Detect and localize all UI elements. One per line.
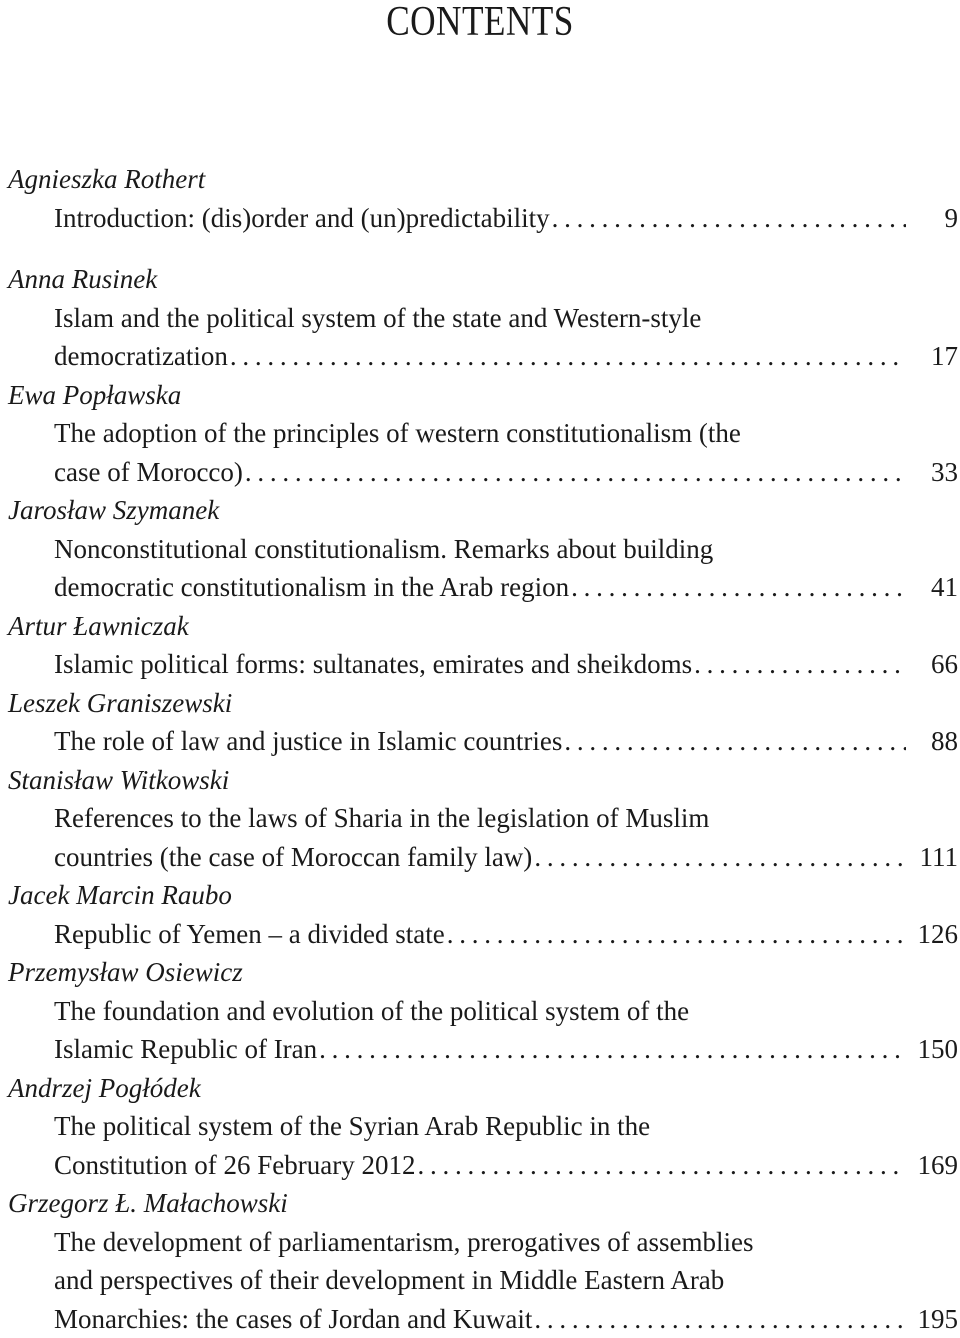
entry-page-number: 66 [906,645,958,684]
entry-page-number: 41 [906,568,958,607]
page-title: CONTENTS [77,0,883,44]
dot-leader [243,453,906,492]
dot-leader [317,1030,906,1069]
entry-page-number: 150 [906,1030,958,1069]
entry-author: Andrzej Pogłódek [0,1069,960,1108]
dot-leader [228,337,906,376]
entry-title: The role of law and justice in Islamic countries [54,722,562,761]
entry-title-line[interactable] [0,722,960,761]
entry-title-line[interactable] [0,453,960,492]
entry-title: References to the laws of Sharia in the legislation of Muslim [0,799,960,838]
dot-leader [562,722,906,761]
entry-title: Republic of Yemen – a divided state [54,915,445,954]
entry-title-line[interactable] [0,838,960,877]
toc-entry [0,684,960,761]
entry-title: Monarchies: the cases of Jordan and Kuwait [54,1300,532,1338]
entry-author: Leszek Graniszewski [0,684,960,723]
entry-title: Nonconstitutional constitutionalism. Remarks about building [0,530,960,569]
toc-entry [0,376,960,492]
dot-leader [532,838,906,877]
toc-entry [0,1184,960,1338]
entry-title-line[interactable] [0,568,960,607]
toc-entry [0,761,960,877]
entry-title: The development of parliamentarism, prerogatives of assemblies [0,1223,960,1262]
entry-title-line[interactable] [0,1146,960,1185]
entry-title: The foundation and evolution of the political system of the [0,992,960,1031]
entry-author: Przemysław Osiewicz [0,953,960,992]
entry-title-line[interactable] [0,337,960,376]
entry-page-number: 17 [906,337,958,376]
entry-author: Agnieszka Rothert [0,160,960,199]
toc-entry [0,953,960,1069]
entry-author: Anna Rusinek [0,260,960,299]
entry-page-number: 111 [906,838,958,877]
entry-title: Islam and the political system of the state and Western-style [0,299,960,338]
toc-entry [0,876,960,953]
entry-page-number: 126 [906,915,958,954]
entry-page-number: 195 [906,1300,958,1338]
toc-entry [0,607,960,684]
entry-title: case of Morocco) [54,453,243,492]
entry-author: Stanisław Witkowski [0,761,960,800]
toc-entry [0,260,960,376]
entry-page-number: 9 [906,199,958,238]
entry-title: Islamic political forms: sultanates, emirates and sheikdoms [54,645,692,684]
entry-author: Ewa Popławska [0,376,960,415]
toc-entry [0,160,960,237]
entry-title: Islamic Republic of Iran [54,1030,317,1069]
entry-page-number: 88 [906,722,958,761]
dot-leader [445,915,906,954]
entry-title-line[interactable] [0,915,960,954]
entry-title-line[interactable] [0,199,960,238]
entry-title: and perspectives of their development in Middle Eastern Arab [0,1261,960,1300]
dot-leader [415,1146,906,1185]
entry-title: The adoption of the principles of western constitutionalism (the [0,414,960,453]
entry-title-line[interactable] [0,645,960,684]
entry-author: Artur Ławniczak [0,607,960,646]
entry-title: countries (the case of Moroccan family law) [54,838,532,877]
entry-author: Jacek Marcin Raubo [0,876,960,915]
entry-title: democratization [54,337,228,376]
entry-title: Constitution of 26 February 2012 [54,1146,415,1185]
entry-page-number: 169 [906,1146,958,1185]
entry-title: The political system of the Syrian Arab Republic in the [0,1107,960,1146]
table-of-contents [0,160,960,1338]
entry-title: democratic constitutionalism in the Arab region [54,568,569,607]
entry-title: Introduction: (dis)order and (un)predictability [54,199,550,238]
entry-author: Jarosław Szymanek [0,491,960,530]
toc-entry [0,1069,960,1185]
entry-title-line[interactable] [0,1300,960,1338]
entry-page-number: 33 [906,453,958,492]
dot-leader [532,1300,906,1338]
entry-title-line[interactable] [0,1030,960,1069]
dot-leader [550,199,906,238]
toc-entry [0,491,960,607]
dot-leader [569,568,906,607]
dot-leader [692,645,906,684]
entry-author: Grzegorz Ł. Małachowski [0,1184,960,1223]
